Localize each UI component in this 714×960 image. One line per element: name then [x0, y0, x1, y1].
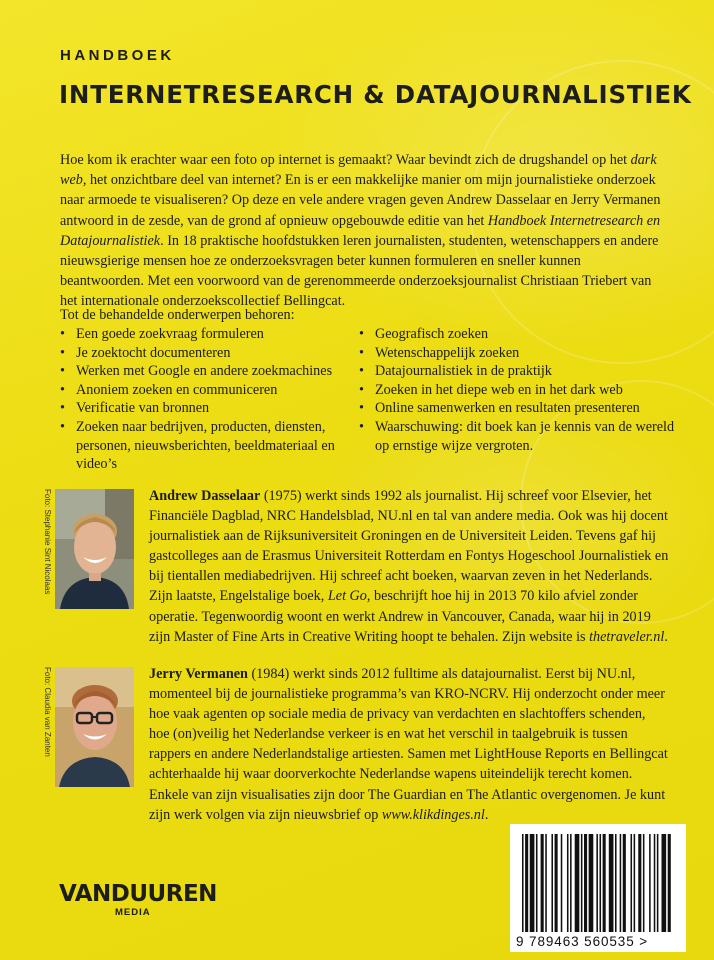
barcode-bar: [668, 834, 671, 932]
author-name: Jerry Vermanen: [149, 666, 248, 682]
barcode-bar: [600, 834, 602, 932]
barcode-bar: [581, 834, 583, 932]
barcode-bar: [603, 834, 606, 932]
list-item: • Zoeken in het diepe web en in het dark web: [359, 381, 679, 400]
list-item: • Wetenschappelijk zoeken: [359, 344, 679, 363]
intro-emphasis: dark web: [60, 152, 657, 189]
barcode: [510, 824, 686, 952]
barcode-bar: [525, 834, 528, 932]
barcode-bar: [567, 834, 569, 932]
author-name: Andrew Dasselaar: [149, 488, 261, 504]
list-item: • Een goede zoekvraag formuleren: [60, 325, 350, 344]
barcode-bar: [654, 834, 656, 932]
barcode-bar: [551, 834, 553, 932]
barcode-bar: [657, 834, 659, 932]
barcode-bar: [541, 834, 544, 932]
list-item: • Verificatie van bronnen: [60, 399, 350, 418]
portrait-image: [55, 489, 134, 609]
series-label: HANDBOEK: [60, 47, 175, 64]
list-item: • Anoniem zoeken en communiceren: [60, 381, 350, 400]
barcode-bar: [623, 834, 626, 932]
barcode-bar: [634, 834, 636, 932]
barcode-bar: [530, 834, 535, 932]
list-item: • Online samenwerken en resultaten presenteren: [359, 399, 679, 418]
barcode-bar: [649, 834, 651, 932]
photo-credit: Foto: Stephanie Sint Nicolaas: [43, 489, 52, 595]
intro-emphasis: Handboek Internetresearch en Datajournalistiek: [60, 212, 661, 249]
barcode-bar: [555, 834, 558, 932]
barcode-bar: [589, 834, 594, 932]
barcode-bar: [596, 834, 598, 932]
book-title: INTERNETRESEARCH & DATAJOURNALISTIEK: [59, 80, 692, 109]
author-website: www.klikdinges.nl: [381, 806, 485, 823]
topics-heading: Tot de behandelde onderwerpen behoren:: [60, 307, 295, 323]
publisher-logo-sub: MEDIA: [115, 907, 151, 918]
author-photo-jerry: [55, 667, 134, 787]
barcode-bar: [638, 834, 641, 932]
list-item: • Je zoektocht documenteren: [60, 344, 350, 363]
list-item: • Datajournalistiek in de praktijk: [359, 362, 679, 381]
barcode-bars: [510, 824, 686, 952]
barcode-bar: [662, 834, 667, 932]
barcode-bar: [570, 834, 572, 932]
barcode-bar: [575, 834, 580, 932]
intro-paragraph: Hoe kom ik erachter waar een foto op internet is gemaakt? Waar bevindt zich de drugshandel op het dark web, het onzichtbare deel van internet? En is er een makkelijke manier om mijn journalistieke onderzoek naar armoede te visualiseren? Op deze en vele andere vragen geven Andrew Dasselaar en Jerry Vermanen antwoord in de zesde, van de grond af opnieuw opgebouwde editie van het Handboek Internetresearch en Datajournalistiek. In 18 praktische hoofdstukken leren journalisten, studenten, wetenschappers en andere nieuwsgierige mensen hoe ze onderzoeksvragen beter kunnen formuleren en sneller kunnen beantwoorden. Met een voorwoord van de gerenommeerde onderzoeksjournalist Christiaan Triebert van het internationale onderzoekscollectief Bellingcat.: [60, 152, 661, 310]
photo-credit: Foto: Claudia van Zanten: [43, 667, 52, 757]
list-item: • Werken met Google en andere zoekmachines: [60, 362, 350, 381]
barcode-bar: [561, 834, 563, 932]
barcode-number: 9 789463 560535 >: [516, 934, 649, 949]
author-photo-andrew: [55, 489, 134, 609]
publisher-logo-main: VANDUUREN: [59, 881, 217, 907]
barcode-bar: [522, 834, 524, 932]
barcode-bar: [620, 834, 622, 932]
author-website: thetraveler.nl: [589, 628, 665, 645]
barcode-bar: [615, 834, 617, 932]
list-item: • Waarschuwing: dit boek kan je kennis van de wereld op ernstige wijze vergroten.: [359, 418, 679, 455]
barcode-bar: [609, 834, 614, 932]
barcode-bar: [536, 834, 538, 932]
barcode-bar: [545, 834, 547, 932]
barcode-bar: [643, 834, 645, 932]
author-bio-andrew: Andrew Dasselaar (1975) werkt sinds 1992 als journalist. Hij schreef voor Elsevier, het Financiële Dagblad, NRC Handelsblad, NU.nl en tal van andere media. Ook was hij docent journalistiek aan de Rijksuniversiteit Groningen en de Universiteit Leiden. Tevens gaf hij gastcolleges aan de Erasmus Universiteit Rotterdam en Fontys Hogeschool Journalistiek en bij tientallen mediabedrijven. Hij schreef acht boeken, waarvan zeven in het Nederlands. Zijn laatste, Engelstalige boek, Let Go, beschrijft hoe hij in 2013 70 kilo afviel zonder operatie. Tegenwoordig woont en werkt Andrew in Vancouver, Canada, waar hij in 2019 zijn Master of Fine Arts in Creative Writing hoopt te behalen. Zijn website is thetraveler.nl.: [149, 488, 669, 645]
list-item: • Geografisch zoeken: [359, 325, 679, 344]
barcode-bar: [584, 834, 587, 932]
barcode-bar: [631, 834, 633, 932]
portrait-image: [55, 667, 134, 787]
publisher-logo: [59, 882, 217, 918]
author-bio-jerry: Jerry Vermanen (1984) werkt sinds 2012 fulltime als datajournalist. Eerst bij NU.nl, momenteel bij de journalistieke programma’s van KRO-NCRV. Hij onderzocht onder meer hoe vaak agenten op sociale media de privacy van verdachten en slachtoffers schenden, hoe (on)veilig het Nederlandse verkeer is en wat het verschil in taalgebruik is tussen rappers en andere Nederlandstalige artiesten. Samen met LightHouse Reports en Bellingcat achterhaalde hij waar doorverkochte Nederlandse wapens uiteindelijk terecht komen. Enkele van zijn visualisaties zijn door The Guardian en The Atlantic overgenomen. Je kunt zijn werk volgen via zijn nieuwsbrief op www.klikdinges.nl.: [149, 666, 668, 823]
list-item: • Zoeken naar bedrijven, producten, diensten, personen, nieuwsberichten, beeldmateriaal en video’s: [60, 418, 350, 474]
topics-list-right: [359, 325, 679, 455]
topics-list-left: [60, 325, 350, 474]
